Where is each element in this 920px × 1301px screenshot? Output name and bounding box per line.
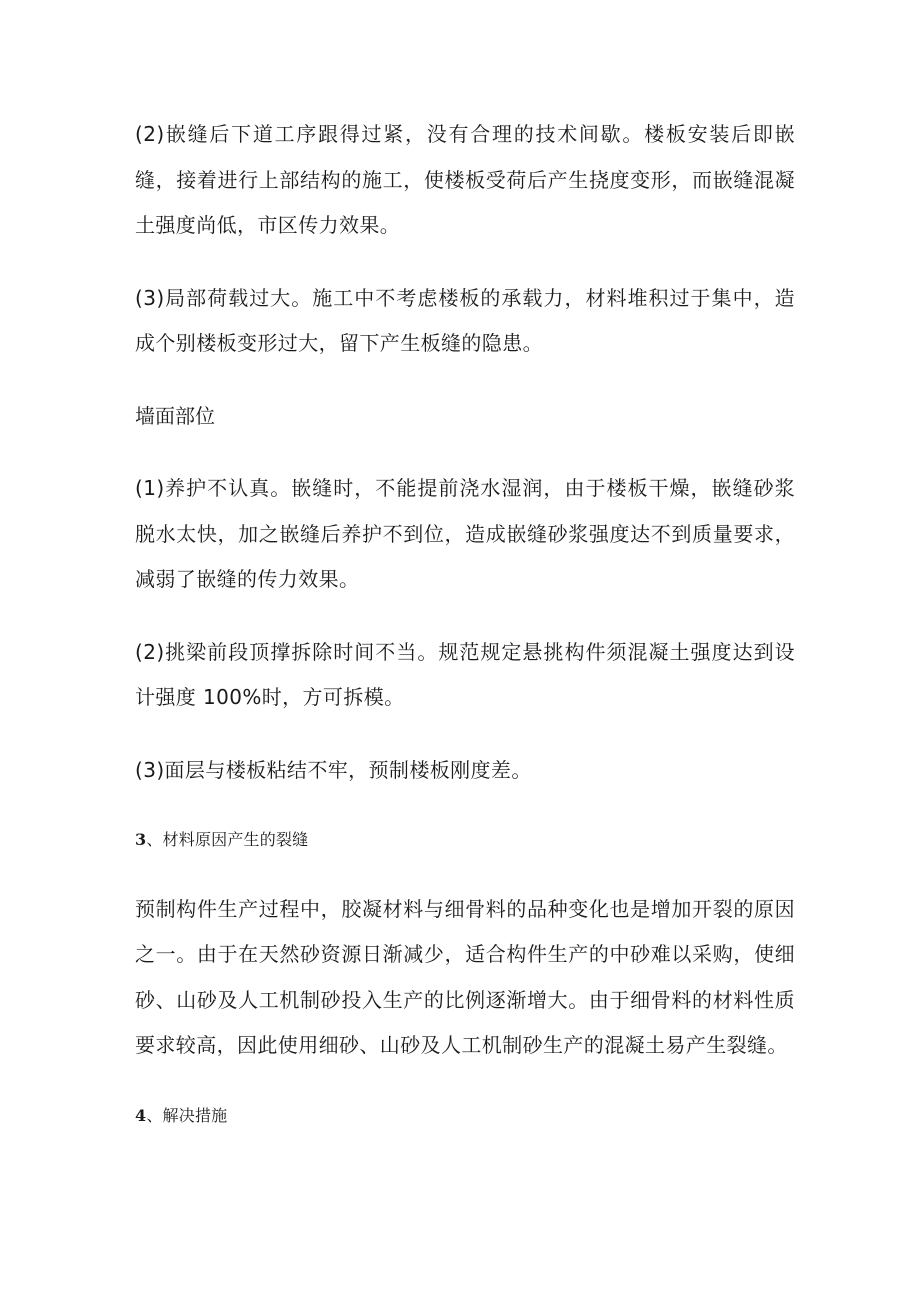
- paragraph-local-load: (3)局部荷载过大。施工中不考虑楼板的承载力，材料堆积过于集中，造成个别楼板变形过大，留下产生板缝的隐患。: [135, 285, 795, 355]
- section-title-solutions: [135, 1093, 795, 1139]
- paragraph-cantilever-shoring: (2)挑梁前段顶撑拆除时间不当。规范规定悬挑构件须混凝土强度达到设计强度 100%时，方可拆模。: [135, 639, 795, 709]
- spacer: [135, 367, 795, 394]
- spacer: [135, 249, 795, 276]
- paragraph-surface-bond: (3)面层与楼板粘结不牢，预制楼板刚度差。: [135, 757, 532, 782]
- section-title-text: 、解决措施: [146, 1105, 228, 1125]
- paragraph-material-causes: 预制构件生产过程中，胶凝材料与细骨料的品种变化也是增加开裂的原因之一。由于在天然砂资源日渐减少，适合构件生产的中砂难以采购，使细砂、山砂及人工机制砂投入生产的比例逐渐增大。由于细骨料的材料性质要求较高，因此使用细砂、山砂及人工机制砂生产的混凝土易产生裂缝。: [135, 896, 795, 1057]
- spacer: [135, 603, 795, 630]
- document-body: [135, 112, 795, 1138]
- section-title-material-cracks: [135, 817, 795, 863]
- spacer: [135, 863, 795, 887]
- section-title-text: 、材料原因产生的裂缝: [146, 830, 309, 849]
- paragraph-curing: (1)养护不认真。嵌缝时，不能提前浇水湿润，由于楼板干燥，嵌缝砂浆脱水太快，加之嵌缝后养护不到位，造成嵌缝砂浆强度达不到质量要求，减弱了嵌缝的传力效果。: [135, 476, 795, 591]
- section-number: 4: [135, 1105, 147, 1125]
- subheading-wall-area: 墙面部位: [135, 403, 215, 428]
- spacer: [135, 793, 795, 817]
- paragraph-embed-joint-sequence: (2)嵌缝后下道工序跟得过紧，没有合理的技术间歇。楼板安装后即嵌缝，接着进行上部结构的施工，使楼板受荷后产生挠度变形，而嵌缝混凝土强度尚低，市区传力效果。: [135, 122, 795, 237]
- spacer: [135, 721, 795, 748]
- spacer: [135, 439, 795, 466]
- section-number: 3: [135, 830, 147, 849]
- spacer: [135, 1069, 795, 1093]
